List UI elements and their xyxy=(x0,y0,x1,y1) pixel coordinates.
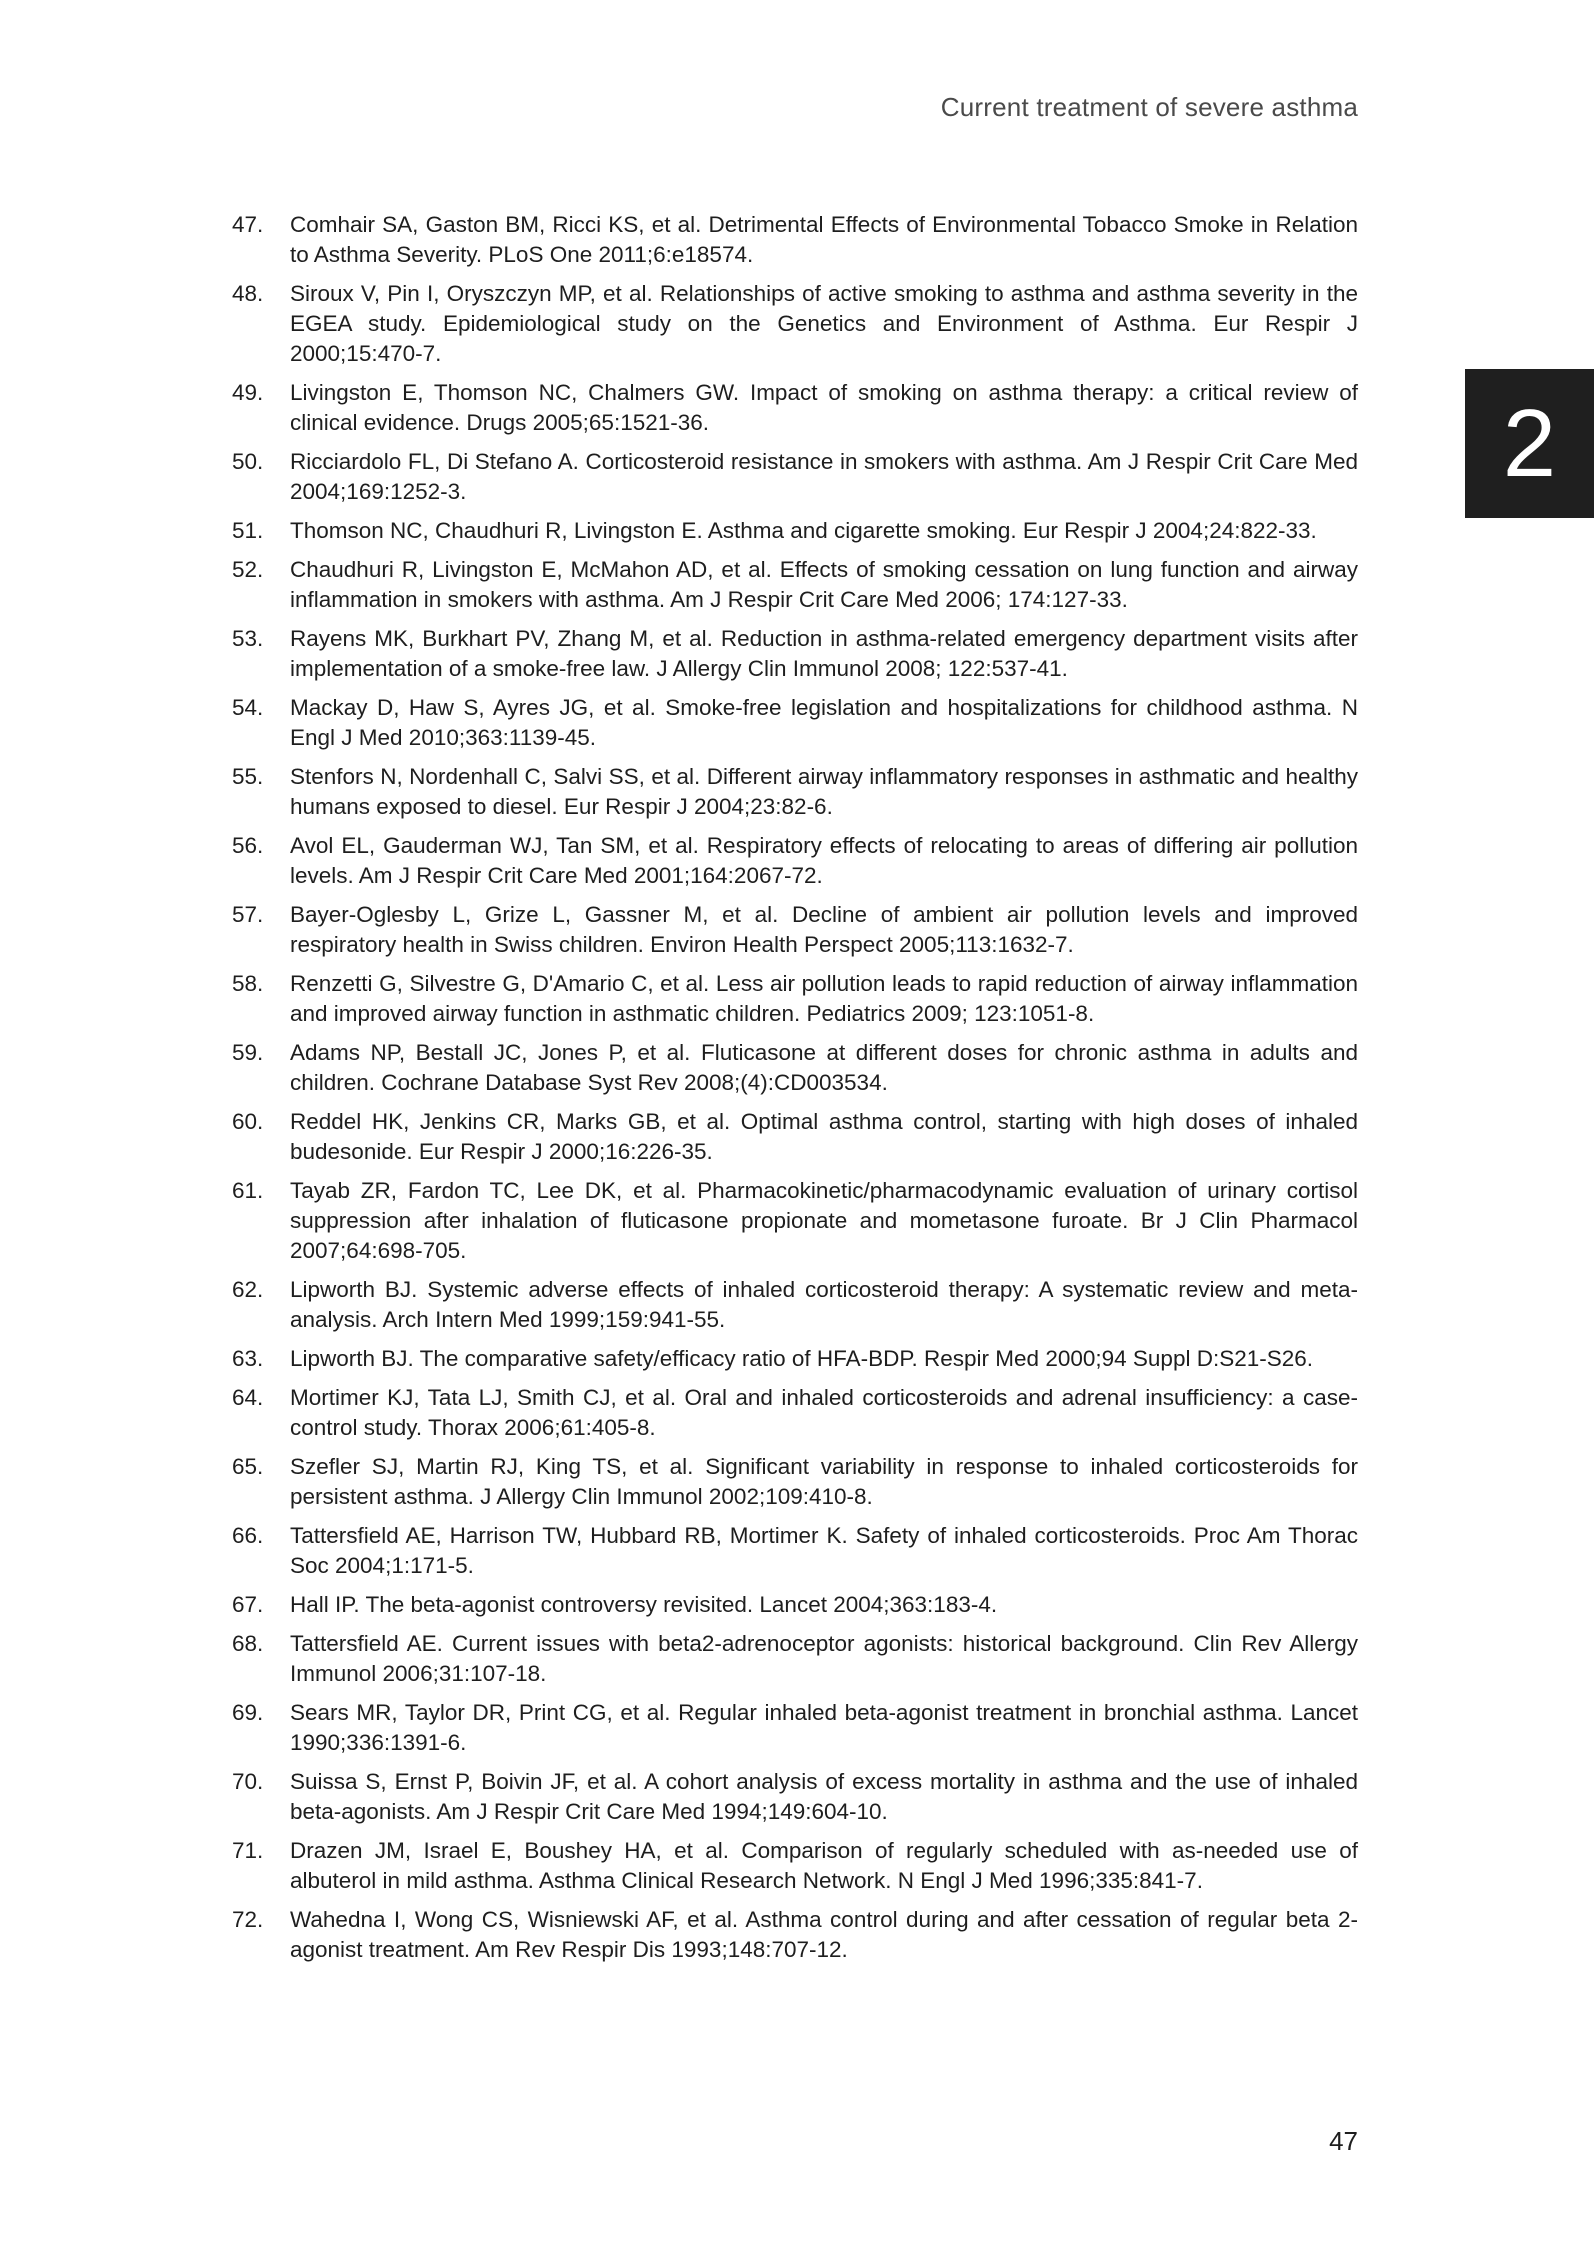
reference-item xyxy=(232,447,1358,507)
reference-item xyxy=(232,1275,1358,1335)
reference-number: 55. xyxy=(232,764,264,789)
reference-number: 57. xyxy=(232,902,264,927)
reference-text: Suissa S, Ernst P, Boivin JF, et al. A cohort analysis of excess mortality in asthma and the use of inhaled beta-agonists. Am J Respir Crit Care Med 1994;149:604-10. xyxy=(290,1769,1358,1824)
reference-item xyxy=(232,1590,1358,1620)
reference-number: 65. xyxy=(232,1454,264,1479)
reference-number: 63. xyxy=(232,1346,264,1371)
reference-text: Hall IP. The beta-agonist controversy revisited. Lancet 2004;363:183-4. xyxy=(290,1592,998,1617)
reference-number: 49. xyxy=(232,380,264,405)
reference-text: Drazen JM, Israel E, Boushey HA, et al. Comparison of regularly scheduled with as-needed use of albuterol in mild asthma. Asthma Clinical Research Network. N Engl J Med 1996;335:841-7. xyxy=(290,1838,1358,1893)
reference-item xyxy=(232,1383,1358,1443)
reference-text: Thomson NC, Chaudhuri R, Livingston E. Asthma and cigarette smoking. Eur Respir J 2004;24:822-33. xyxy=(290,518,1317,543)
reference-number: 56. xyxy=(232,833,264,858)
reference-text: Comhair SA, Gaston BM, Ricci KS, et al. Detrimental Effects of Environmental Tobacco Smoke in Relation to Asthma Severity. PLoS One 2011;6:e18574. xyxy=(290,212,1358,267)
reference-number: 52. xyxy=(232,557,264,582)
chapter-number: 2 xyxy=(1502,389,1557,497)
reference-number: 62. xyxy=(232,1277,264,1302)
reference-item xyxy=(232,900,1358,960)
reference-number: 67. xyxy=(232,1592,264,1617)
reference-text: Stenfors N, Nordenhall C, Salvi SS, et al. Different airway inflammatory responses in asthmatic and healthy humans exposed to diesel. Eur Respir J 2004;23:82-6. xyxy=(290,764,1358,819)
reference-item xyxy=(232,1521,1358,1581)
reference-number: 53. xyxy=(232,626,264,651)
reference-item xyxy=(232,555,1358,615)
reference-item xyxy=(232,1176,1358,1266)
reference-number: 50. xyxy=(232,449,264,474)
chapter-tab xyxy=(1465,369,1594,518)
reference-text: Mackay D, Haw S, Ayres JG, et al. Smoke-free legislation and hospitalizations for childhood asthma. N Engl J Med 2010;363:1139-45. xyxy=(290,695,1358,750)
reference-text: Bayer-Oglesby L, Grize L, Gassner M, et al. Decline of ambient air pollution levels and improved respiratory health in Swiss children. Environ Health Perspect 2005;113:1632-7. xyxy=(290,902,1358,957)
reference-item xyxy=(232,762,1358,822)
reference-item xyxy=(232,1767,1358,1827)
reference-item xyxy=(232,210,1358,270)
reference-text: Lipworth BJ. The comparative safety/efficacy ratio of HFA-BDP. Respir Med 2000;94 Suppl D:S21-S26. xyxy=(290,1346,1314,1371)
reference-item xyxy=(232,1107,1358,1167)
reference-text: Szefler SJ, Martin RJ, King TS, et al. Significant variability in response to inhaled corticosteroids for persistent asthma. J Allergy Clin Immunol 2002;109:410-8. xyxy=(290,1454,1358,1509)
reference-item xyxy=(232,516,1358,546)
reference-item xyxy=(232,1344,1358,1374)
reference-text: Livingston E, Thomson NC, Chalmers GW. Impact of smoking on asthma therapy: a critical review of clinical evidence. Drugs 2005;65:1521-36. xyxy=(290,380,1358,435)
reference-number: 69. xyxy=(232,1700,264,1725)
reference-text: Renzetti G, Silvestre G, D'Amario C, et al. Less air pollution leads to rapid reduction of airway inflammation and improved airway function in asthmatic children. Pediatrics 2009; 123:1051-8. xyxy=(290,971,1358,1026)
reference-item xyxy=(232,1629,1358,1689)
reference-number: 70. xyxy=(232,1769,264,1794)
reference-text: Avol EL, Gauderman WJ, Tan SM, et al. Respiratory effects of relocating to areas of differing air pollution levels. Am J Respir Crit Care Med 2001;164:2067-72. xyxy=(290,833,1358,888)
reference-number: 48. xyxy=(232,281,264,306)
reference-item xyxy=(232,831,1358,891)
reference-text: Mortimer KJ, Tata LJ, Smith CJ, et al. Oral and inhaled corticosteroids and adrenal insufficiency: a case-control study. Thorax 2006;61:405-8. xyxy=(290,1385,1358,1440)
reference-text: Siroux V, Pin I, Oryszczyn MP, et al. Relationships of active smoking to asthma and asthma severity in the EGEA study. Epidemiological study on the Genetics and Environment of Asthma. Eur Respir J 2000;15:470-7. xyxy=(290,281,1358,366)
reference-number: 68. xyxy=(232,1631,264,1656)
reference-item xyxy=(232,1698,1358,1758)
reference-item xyxy=(232,1452,1358,1512)
reference-text: Tayab ZR, Fardon TC, Lee DK, et al. Pharmacokinetic/pharmacodynamic evaluation of urinary cortisol suppression after inhalation of fluticasone propionate and mometasone furoate. Br J Clin Pharmacol 2007;64:698-705. xyxy=(290,1178,1358,1263)
reference-item xyxy=(232,378,1358,438)
page-number: 47 xyxy=(1329,2126,1358,2156)
reference-item xyxy=(232,969,1358,1029)
reference-text: Adams NP, Bestall JC, Jones P, et al. Fluticasone at different doses for chronic asthma in adults and children. Cochrane Database Syst Rev 2008;(4):CD003534. xyxy=(290,1040,1358,1095)
reference-number: 71. xyxy=(232,1838,264,1863)
reference-number: 54. xyxy=(232,695,264,720)
reference-number: 61. xyxy=(232,1178,264,1203)
reference-list xyxy=(232,210,1358,1974)
reference-number: 47. xyxy=(232,212,264,237)
reference-number: 51. xyxy=(232,518,264,543)
reference-number: 59. xyxy=(232,1040,264,1065)
reference-text: Ricciardolo FL, Di Stefano A. Corticosteroid resistance in smokers with asthma. Am J Respir Crit Care Med 2004;169:1252-3. xyxy=(290,449,1358,504)
reference-text: Wahedna I, Wong CS, Wisniewski AF, et al. Asthma control during and after cessation of regular beta 2-agonist treatment. Am Rev Respir Dis 1993;148:707-12. xyxy=(290,1907,1358,1962)
reference-item xyxy=(232,1905,1358,1965)
reference-text: Chaudhuri R, Livingston E, McMahon AD, et al. Effects of smoking cessation on lung function and airway inflammation in smokers with asthma. Am J Respir Crit Care Med 2006; 174:127-33. xyxy=(290,557,1358,612)
reference-item xyxy=(232,1038,1358,1098)
reference-text: Tattersfield AE, Harrison TW, Hubbard RB, Mortimer K. Safety of inhaled corticosteroids. Proc Am Thorac Soc 2004;1:171-5. xyxy=(290,1523,1358,1578)
reference-number: 60. xyxy=(232,1109,264,1134)
reference-text: Lipworth BJ. Systemic adverse effects of inhaled corticosteroid therapy: A systematic review and meta-analysis. Arch Intern Med 1999;159:941-55. xyxy=(290,1277,1358,1332)
reference-text: Rayens MK, Burkhart PV, Zhang M, et al. Reduction in asthma-related emergency department visits after implementation of a smoke-free law. J Allergy Clin Immunol 2008; 122:537-41. xyxy=(290,626,1358,681)
reference-item xyxy=(232,1836,1358,1896)
reference-text: Tattersfield AE. Current issues with beta2-adrenoceptor agonists: historical background. Clin Rev Allergy Immunol 2006;31:107-18. xyxy=(290,1631,1358,1686)
reference-text: Reddel HK, Jenkins CR, Marks GB, et al. Optimal asthma control, starting with high doses of inhaled budesonide. Eur Respir J 2000;16:226-35. xyxy=(290,1109,1358,1164)
reference-item xyxy=(232,624,1358,684)
running-head-title: Current treatment of severe asthma xyxy=(940,92,1358,122)
reference-number: 72. xyxy=(232,1907,264,1932)
reference-item xyxy=(232,279,1358,369)
reference-number: 66. xyxy=(232,1523,264,1548)
reference-number: 58. xyxy=(232,971,264,996)
reference-item xyxy=(232,693,1358,753)
reference-text: Sears MR, Taylor DR, Print CG, et al. Regular inhaled beta-agonist treatment in bronchial asthma. Lancet 1990;336:1391-6. xyxy=(290,1700,1358,1755)
reference-number: 64. xyxy=(232,1385,264,1410)
